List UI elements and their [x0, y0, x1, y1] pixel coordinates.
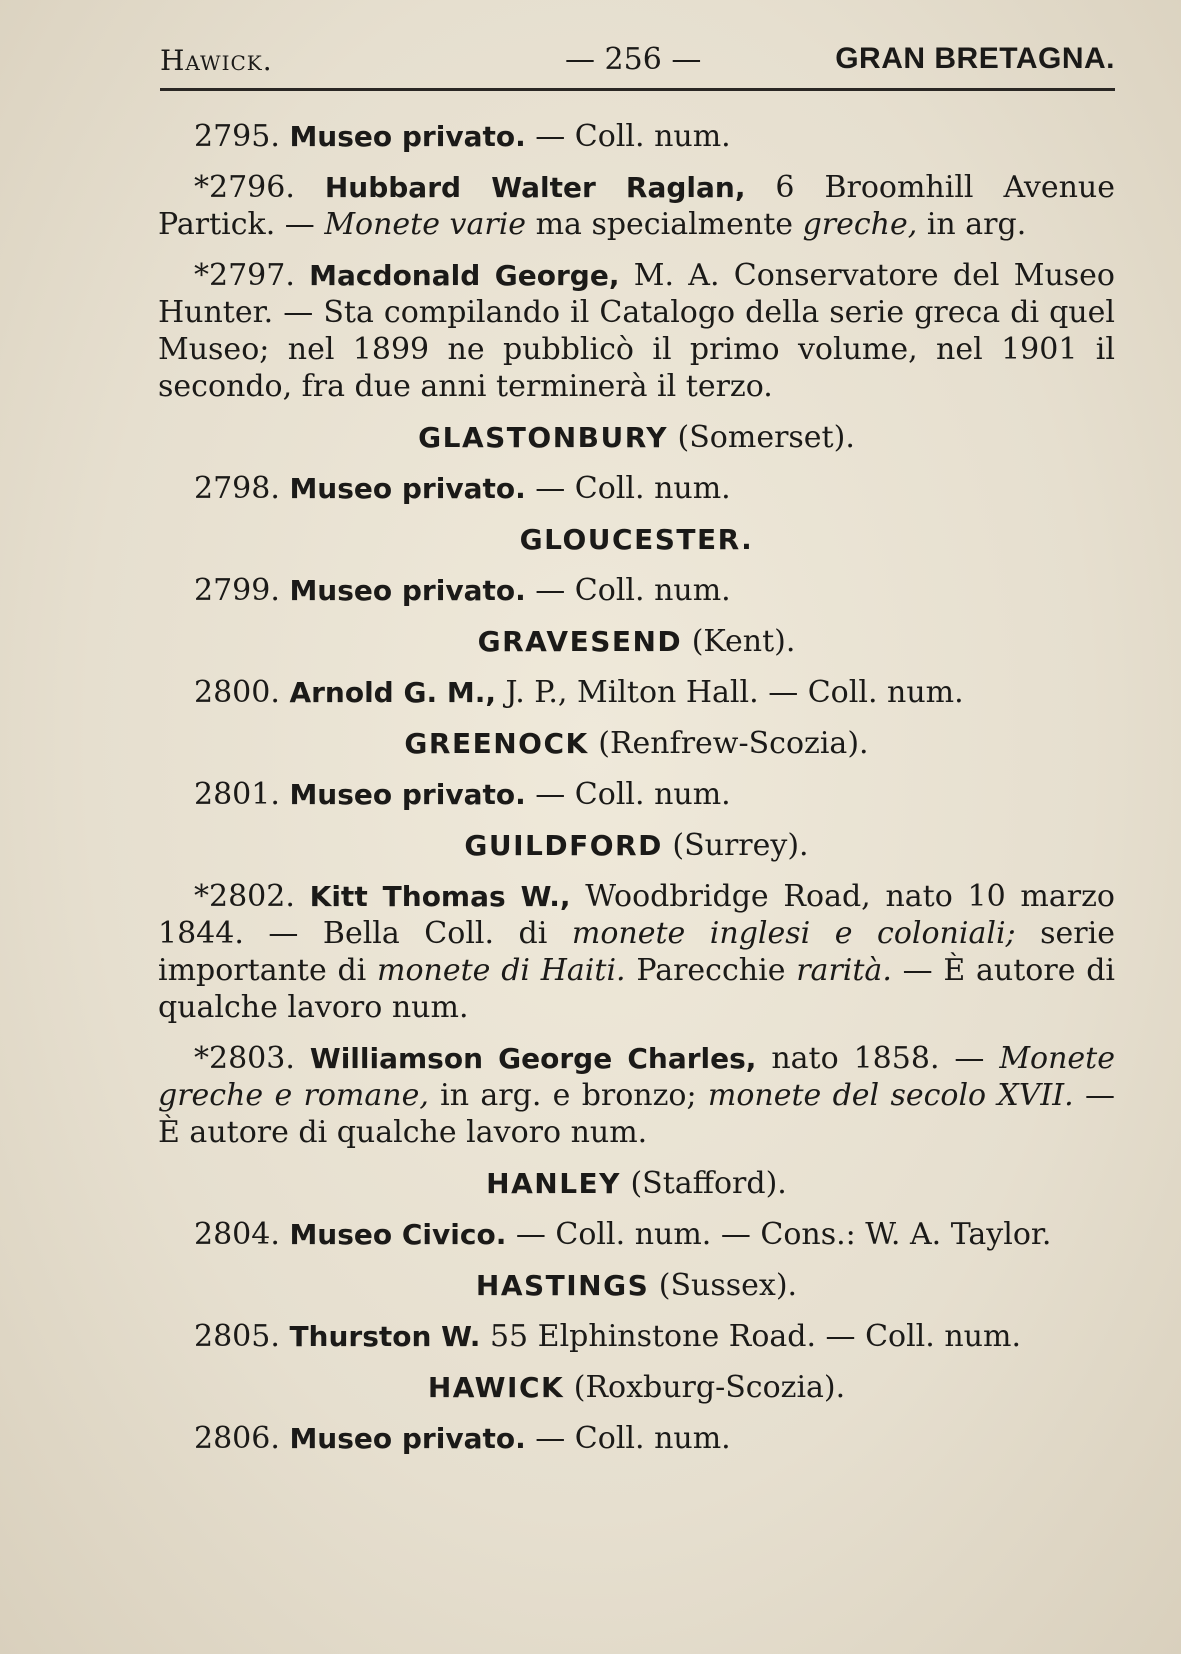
page-number: — 256 — — [565, 42, 702, 77]
city-heading-gloucester: GLOUCESTER. — [519, 523, 754, 556]
city-heading-hanley: HANLEY (Stafford). — [486, 1166, 787, 1201]
header-right: GRAN BRETAGNA. — [835, 42, 1115, 75]
entry-2805: 2805. Thurston W. 55 Elphinstone Road. — Coll. num. — [194, 1319, 1021, 1354]
city-heading-greenock: GREENOCK (Renfrew-Scozia). — [404, 726, 869, 761]
entry-2806: 2806. Museo privato. — Coll. num. — [194, 1421, 731, 1456]
running-header — [160, 36, 1115, 96]
header-left: Hawick. — [160, 44, 273, 77]
entry-2802: *2802. Kitt Thomas W., Woodbridge Road, nato 10 marzo 1844. — Bella Coll. di monete inglesi e coloniali; serie importante di monete di Haiti. Parecchie rarità. — È autore di qualche lavoro num. — [158, 879, 1116, 1025]
city-heading-glastonbury: GLASTONBURY (Somerset). — [418, 420, 855, 455]
entry-2799: 2799. Museo privato. — Coll. num. — [194, 573, 731, 608]
city-heading-gravesend: GRAVESEND (Kent). — [477, 624, 796, 659]
entry-2798: 2798. Museo privato. — Coll. num. — [194, 471, 731, 506]
page-body — [158, 118, 1115, 1471]
city-heading-hastings: HASTINGS (Sussex). — [475, 1268, 798, 1303]
entry-2797: *2797. Macdonald George, M. A. Conservatore del Museo Hunter. — Sta compilando il Catalogo della serie greca di quel Museo; nel 1899 ne pubblicò il primo volume, nel 1901 il secondo, fra due anni terminerà il terzo. — [158, 258, 1115, 404]
entry-2795: 2795. Museo privato. — Coll. num. — [194, 119, 731, 154]
city-heading-hawick: HAWICK (Roxburg-Scozia). — [427, 1370, 846, 1405]
entry-2800: 2800. Arnold G. M., J. P., Milton Hall. — Coll. num. — [194, 675, 964, 710]
entry-2804: 2804. Museo Civico. — Coll. num. — Cons.: W. A. Taylor. — [194, 1217, 1052, 1252]
entry-2803: *2803. Williamson George Charles, nato 1858. — Monete greche e romane, in arg. e bronzo; monete del secolo XVII. — È autore di qualche lavoro num. — [158, 1041, 1115, 1150]
city-heading-guildford: GUILDFORD (Surrey). — [464, 828, 809, 863]
entry-2801: 2801. Museo privato. — Coll. num. — [194, 777, 731, 812]
entry-2796: *2796. Hubbard Walter Raglan, 6 Broomhill Avenue Partick. — Monete varie ma specialmente greche, in arg. — [158, 170, 1116, 242]
header-rule — [160, 88, 1115, 91]
